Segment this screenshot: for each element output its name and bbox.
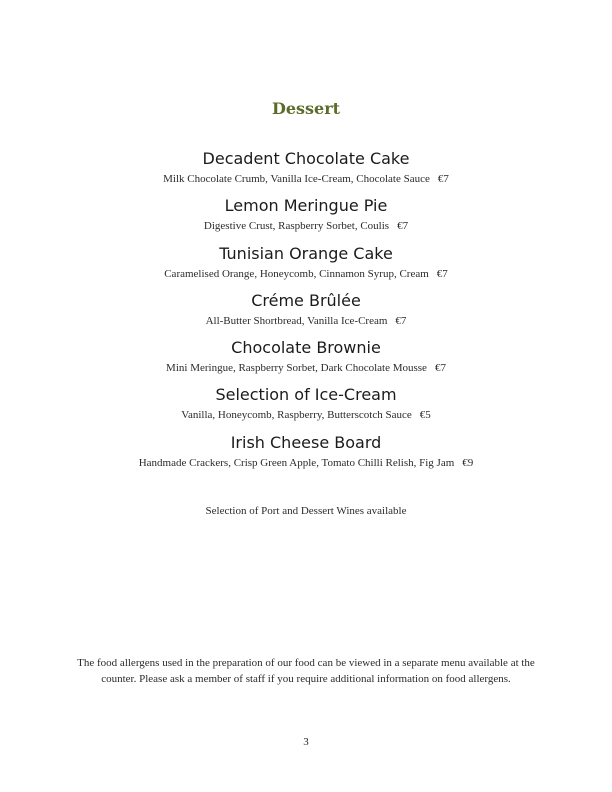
list-item: [0, 290, 612, 337]
item-name: Lemon Meringue Pie: [224, 196, 388, 216]
list-item: [0, 243, 612, 290]
item-description: All-Butter Shortbread, Vanilla Ice-Cream: [205, 314, 388, 327]
item-description-line: [0, 313, 612, 329]
item-description-line: [0, 455, 612, 471]
list-item: [0, 337, 612, 384]
list-item: [0, 432, 612, 479]
item-price: €7: [434, 362, 446, 375]
item-name: Irish Cheese Board: [230, 432, 382, 452]
item-price: €7: [436, 267, 448, 280]
item-description-line: [0, 360, 612, 376]
item-description-line: [0, 171, 612, 187]
item-name: Selection of Ice-Cream: [215, 385, 397, 405]
wines-note: Selection of Port and Dessert Wines available: [205, 505, 407, 517]
list-item: [0, 148, 612, 195]
item-name: Tunisian Orange Cake: [219, 243, 393, 263]
item-description: Vanilla, Honeycomb, Raspberry, Butterscotch Sauce: [181, 409, 412, 422]
item-description: Mini Meringue, Raspberry Sorbet, Dark Chocolate Mousse: [166, 362, 427, 375]
item-price: €7: [397, 220, 409, 233]
dessert-list: [0, 148, 612, 479]
item-description: Caramelised Orange, Honeycomb, Cinnamon Syrup, Cream: [164, 267, 429, 280]
item-description-line: [0, 407, 612, 423]
item-name: Decadent Chocolate Cake: [202, 149, 410, 168]
item-name: Chocolate Brownie: [231, 338, 381, 358]
item-description-line: [0, 218, 612, 234]
item-description: Digestive Crust, Raspberry Sorbet, Coulis: [203, 220, 390, 233]
item-price: €9: [462, 456, 474, 469]
allergen-note: The food allergens used in the preparation of our food can be viewed in a separate menu available at the counter. Please ask a member of staff if you require additional information on food allergens.: [77, 657, 535, 685]
item-name: Créme Brûlée: [251, 290, 361, 310]
list-item: [0, 384, 612, 431]
item-price: €7: [395, 314, 407, 327]
list-item: [0, 195, 612, 242]
page-number: 3: [303, 736, 309, 748]
item-price: €5: [419, 409, 431, 422]
item-description: Milk Chocolate Crumb, Vanilla Ice-Cream, Chocolate Sauce: [163, 173, 430, 185]
item-price: €7: [437, 173, 449, 185]
page-title: Dessert: [271, 99, 341, 118]
item-description-line: [0, 266, 612, 282]
item-description: Handmade Crackers, Crisp Green Apple, Tomato Chilli Relish, Fig Jam: [138, 456, 455, 469]
